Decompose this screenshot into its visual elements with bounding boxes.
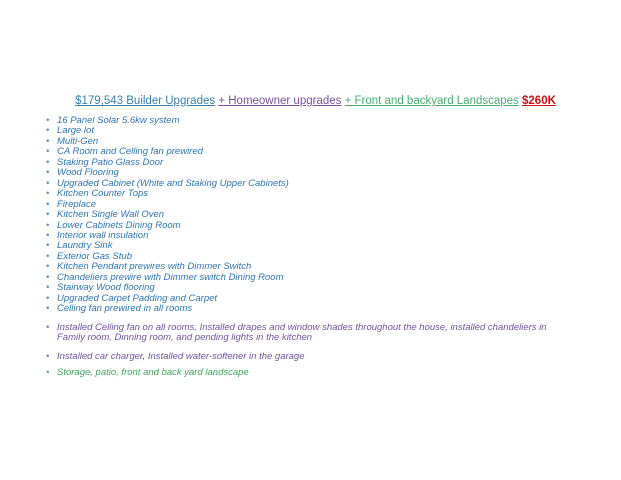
list-item: • Kitchen Counter Tops bbox=[46, 189, 575, 199]
list-item: • Fireplace bbox=[46, 200, 575, 210]
upgrades-list bbox=[46, 116, 575, 378]
list-item: • Upgraded Cabinet (White and Staking Upper Cabinets) bbox=[46, 179, 575, 189]
list-item: • Laundry Sink bbox=[46, 241, 575, 251]
list-item: • Upgraded Carpet Padding and Carpet bbox=[46, 294, 575, 304]
list-item: • Stairway Wood flooring bbox=[46, 283, 575, 293]
title-builder-upgrades: $179,543 Builder Upgrades bbox=[75, 95, 216, 107]
list-item: • Large lot bbox=[46, 126, 575, 136]
list-item: • Lower Cabinets Dining Room bbox=[46, 221, 575, 231]
slide-title bbox=[10, 94, 621, 108]
list-item: • 16 Panel Solar 5.6kw system bbox=[46, 116, 575, 126]
list-item: • Multi-Gen bbox=[46, 137, 575, 147]
list-item: • Celling fan prewired in all rooms bbox=[46, 304, 575, 314]
list-item: • Exterior Gas Stub bbox=[46, 252, 575, 262]
list-item: • Installed car charger, Installed water-softener in the garage bbox=[46, 352, 575, 362]
list-item: • Wood Flooring bbox=[46, 168, 575, 178]
list-item: • Chandeliers prewire with Dimmer switch Dining Room bbox=[46, 273, 575, 283]
list-item: • CA Room and Celling fan prewired bbox=[46, 147, 575, 157]
title-total-amount: $260K bbox=[522, 95, 556, 107]
list-item: • Kitchen Single Wall Oven bbox=[46, 210, 575, 220]
list-item: • Kitchen Pendant prewires with Dimmer Switch bbox=[46, 262, 575, 272]
list-item: • Storage, patio, front and back yard landscape bbox=[46, 368, 575, 378]
list-item: • Staking Patio Glass Door bbox=[46, 158, 575, 168]
title-homeowner-upgrades: + Homeowner upgrades bbox=[218, 95, 342, 107]
list-item: • Installed Celling fan on all rooms, Installed drapes and window shades throughout the house, installed chandeliers in Family room, Dinning room, and pending lights in the kitchen bbox=[46, 323, 575, 344]
list-item: • Interior wall insulation bbox=[46, 231, 575, 241]
title-landscapes: + Front and backyard Landscapes bbox=[344, 95, 519, 107]
